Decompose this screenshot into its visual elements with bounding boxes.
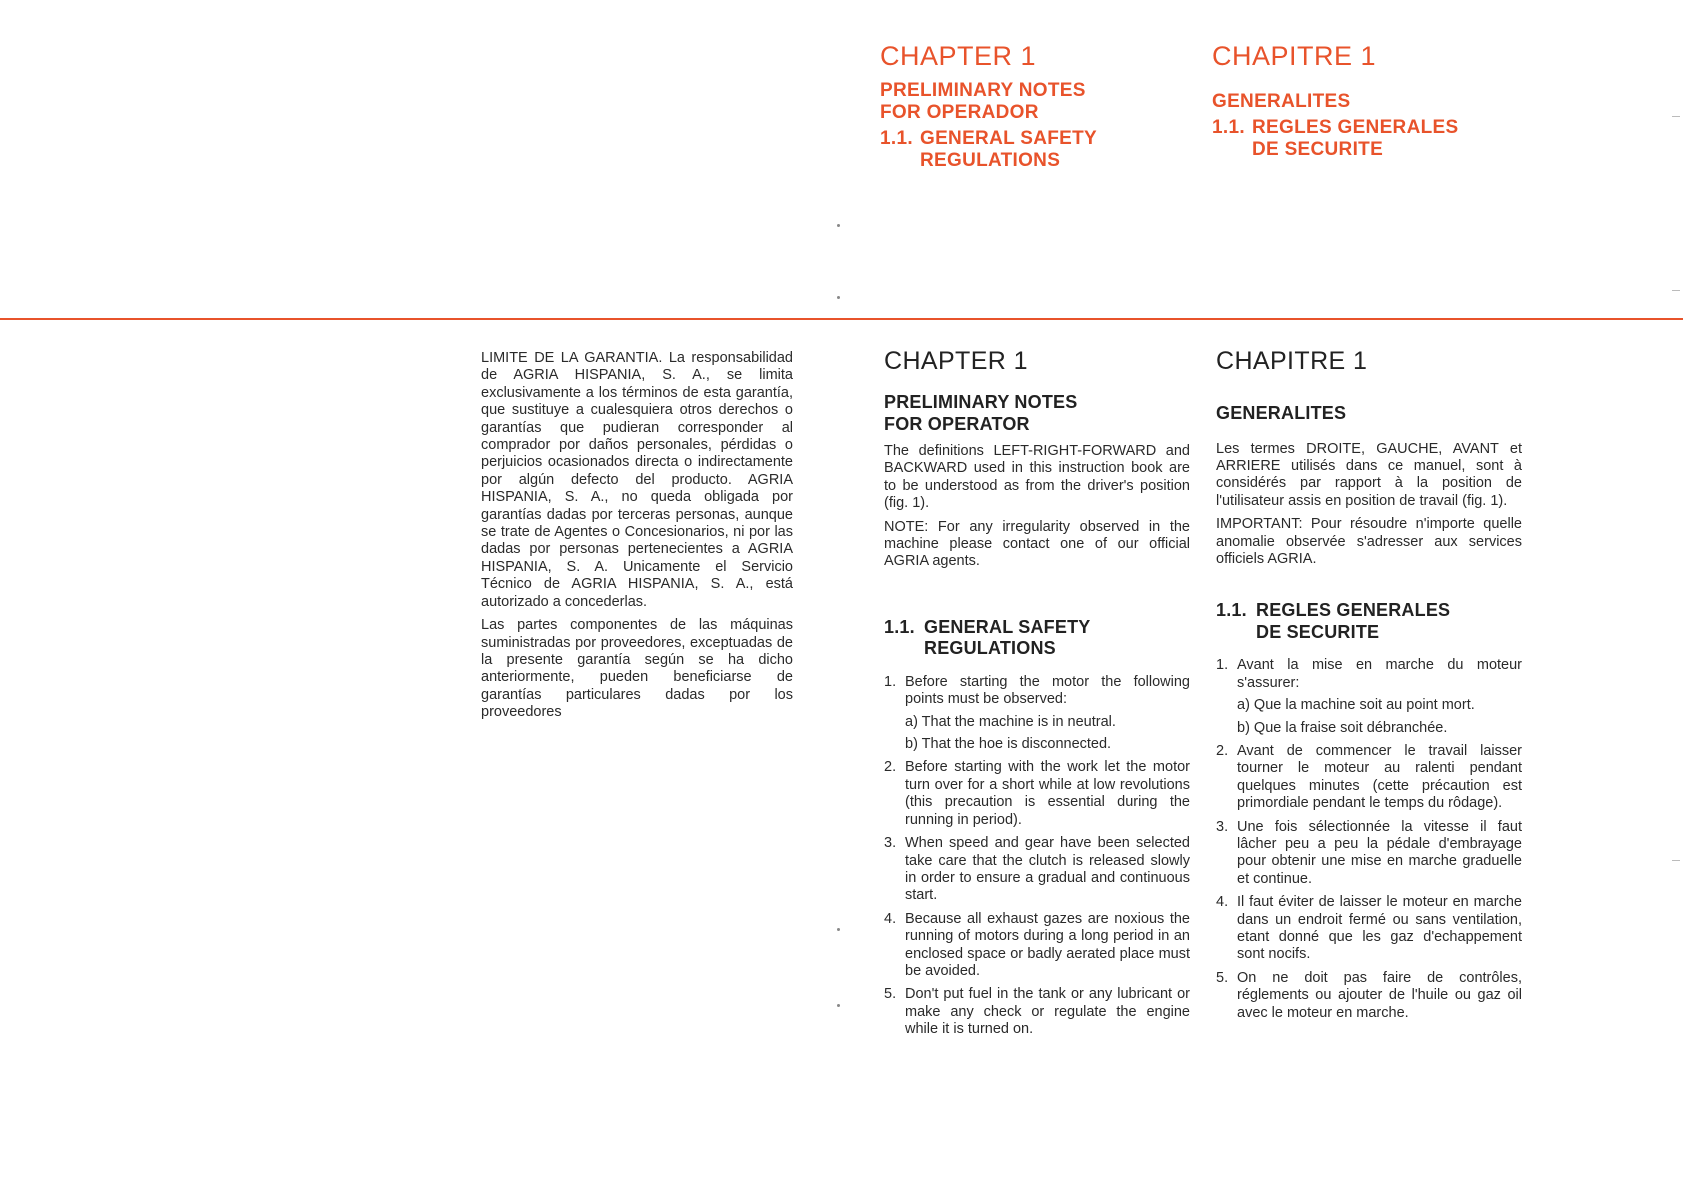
top-french-subtitle: GENERALITES xyxy=(1212,91,1351,112)
list-item xyxy=(1216,657,1522,737)
list-item-text: Don't put fuel in the tank or any lubricant or make any check or regulate the engine while it is turned on. xyxy=(905,986,1190,1038)
list-item-number: 2. xyxy=(1216,742,1229,759)
english-section-heading xyxy=(884,617,1190,660)
list-item-text: Une fois sélectionnée la vitesse il faut lâcher peu a peu la pédale d'embrayage pour obtenir une mise en marche graduelle et continue. xyxy=(1237,818,1522,887)
list-item-number: 1. xyxy=(1216,657,1229,674)
top-english-section-line1: GENERAL SAFETY xyxy=(920,128,1097,149)
english-heading-line1: PRELIMINARY NOTES xyxy=(884,392,1078,412)
list-item-number: 3. xyxy=(1216,818,1229,835)
english-section-line1: GENERAL SAFETY xyxy=(924,616,1091,637)
speck xyxy=(837,224,840,227)
list-item-text: Avant la mise en marche du moteur s'assurer: xyxy=(1237,657,1522,691)
list-subitem: b) Que la fraise soit débranchée. xyxy=(1237,719,1448,736)
english-list xyxy=(884,674,1190,1039)
margin-tick xyxy=(1672,116,1680,117)
list-item xyxy=(1216,970,1522,1022)
speck xyxy=(837,296,840,299)
french-section-line2: DE SECURITE xyxy=(1256,621,1380,642)
list-item-number: 4. xyxy=(884,910,897,927)
list-item-number: 1. xyxy=(884,673,897,690)
list-subitem: b) That the hoe is disconnected. xyxy=(905,736,1112,753)
top-english-subtitle xyxy=(880,80,1200,124)
french-heading: GENERALITES xyxy=(1216,403,1347,423)
top-french-section-line1: REGLES GENERALES xyxy=(1252,117,1459,138)
list-subitem: a) Que la machine soit au point mort. xyxy=(1237,697,1475,714)
list-item-text: When speed and gear have been selected take care that the clutch is released slowly in order to ensure a gradual and continuous start. xyxy=(905,835,1190,904)
list-item-number: 2. xyxy=(884,759,897,776)
list-item xyxy=(1216,819,1522,889)
french-chapter: CHAPITRE 1 xyxy=(1216,347,1368,375)
list-item xyxy=(1216,894,1522,964)
list-item-text: Before starting the motor the following points must be observed: xyxy=(905,673,1190,708)
margin-tick xyxy=(1672,860,1680,861)
french-section-num: 1.1. xyxy=(1216,600,1247,621)
speck xyxy=(837,1004,840,1007)
list-item xyxy=(1216,743,1522,813)
divider-rule xyxy=(0,318,1683,320)
spanish-paragraph-1: LIMITE DE LA GARANTIA. La responsabilidad de AGRIA HISPANIA, S. A., se limita exclusivamente a los términos de esta garantía, que sustituye a cualesquiera otros derechos o garantías que pudieran corresponder al comprador por daños personales, pérdidas o perjuicios ocasionados directa o indirectamente por algún defecto del producto. AGRIA HISPANIA, S. A., no queda obligada por garantías dadas por terceras personas, aunque se trate de Agentes o Concesionarios, ni por las dadas por personas pertenecientes a AGRIA HISPANIA, S. A. Unicamente el Servicio Técnico de AGRIA HISPANIA, S. A., está autorizado a concederlas. xyxy=(481,350,793,610)
french-section-heading xyxy=(1216,600,1522,643)
top-french-section-num: 1.1. xyxy=(1212,117,1245,138)
english-note: NOTE: For any irregularity observed in the machine please contact one of our official AGRIA agents. xyxy=(884,518,1190,570)
english-section-line2: REGULATIONS xyxy=(924,638,1056,659)
list-item-text: Il faut éviter de laisser le moteur en marche dans un endroit fermé ou sans ventilation, etant donné que les gaz d'echappement sont nocifs. xyxy=(1237,894,1522,963)
list-item-number: 5. xyxy=(1216,969,1229,986)
list-item-text: Before starting with the work let the motor turn over for a short while at low revolutions (this precaution is essential during the running in period). xyxy=(905,759,1190,828)
list-subitem: a) That the machine is in neutral. xyxy=(905,713,1116,730)
english-heading xyxy=(884,392,1190,435)
english-heading-line2: FOR OPERATOR xyxy=(884,413,1030,434)
list-item-number: 3. xyxy=(884,835,897,852)
spanish-paragraph-2: Las partes componentes de las máquinas suministradas por proveedores, exceptuadas de la presente garantía según se ha dicho anteriormente, pueden beneficiarse de garantías particulares dadas por los proveedores xyxy=(481,617,793,721)
list-item-text: Avant de commencer le travail laisser tourner le moteur au ralenti pendant quelques minutes (cette précaution est primordiale pendant le temps du rôdage). xyxy=(1237,742,1522,812)
english-section-num: 1.1. xyxy=(884,616,915,637)
list-item xyxy=(884,835,1190,905)
french-list xyxy=(1216,657,1522,1022)
list-item-number: 5. xyxy=(884,986,897,1003)
spanish-column xyxy=(481,350,793,728)
top-english-subtitle-line1: PRELIMINARY NOTES xyxy=(880,80,1086,101)
top-french-section xyxy=(1212,117,1532,161)
list-item-text: Because all exhaust gazes are noxious the running of motors during a long period in an enclosed space or badly aerated place must be avoided. xyxy=(905,910,1190,979)
french-intro: Les termes DROITE, GAUCHE, AVANT et ARRIERE utilisés dans ce manuel, sont à considérés par rapport à la position de l'utilisateur assis en position de travail (fig. 1). xyxy=(1216,440,1522,509)
top-english-chapter: CHAPTER 1 xyxy=(880,41,1037,71)
english-intro: The definitions LEFT-RIGHT-FORWARD and BACKWARD used in this instruction book are to be understood as from the driver's position (fig. 1). xyxy=(884,443,1190,512)
french-note: IMPORTANT: Pour résoudre n'importe quelle anomalie observée s'adresser aux services officiels AGRIA. xyxy=(1216,516,1522,567)
french-section-line1: REGLES GENERALES xyxy=(1256,600,1451,621)
top-french-chapter: CHAPITRE 1 xyxy=(1212,41,1377,71)
list-item xyxy=(884,911,1190,981)
list-item-number: 4. xyxy=(1216,894,1229,911)
top-english-section-num: 1.1. xyxy=(880,128,913,149)
top-english-header xyxy=(880,40,1200,172)
top-english-section xyxy=(880,128,1200,172)
top-french-header xyxy=(1212,40,1532,161)
english-column xyxy=(884,346,1190,1045)
english-chapter: CHAPTER 1 xyxy=(884,347,1028,375)
top-french-section-line2: DE SECURITE xyxy=(1252,139,1384,160)
top-english-subtitle-line2: FOR OPERADOR xyxy=(880,102,1039,123)
margin-tick xyxy=(1672,290,1680,291)
list-item-text: On ne doit pas faire de contrôles, réglements ou ajouter de l'huile ou gaz oil avec le moteur en marche. xyxy=(1237,969,1522,1021)
french-column xyxy=(1216,346,1522,1028)
list-item xyxy=(884,986,1190,1038)
list-item xyxy=(884,759,1190,829)
list-item xyxy=(884,674,1190,754)
top-english-section-line2: REGULATIONS xyxy=(920,150,1061,171)
speck xyxy=(837,928,840,931)
